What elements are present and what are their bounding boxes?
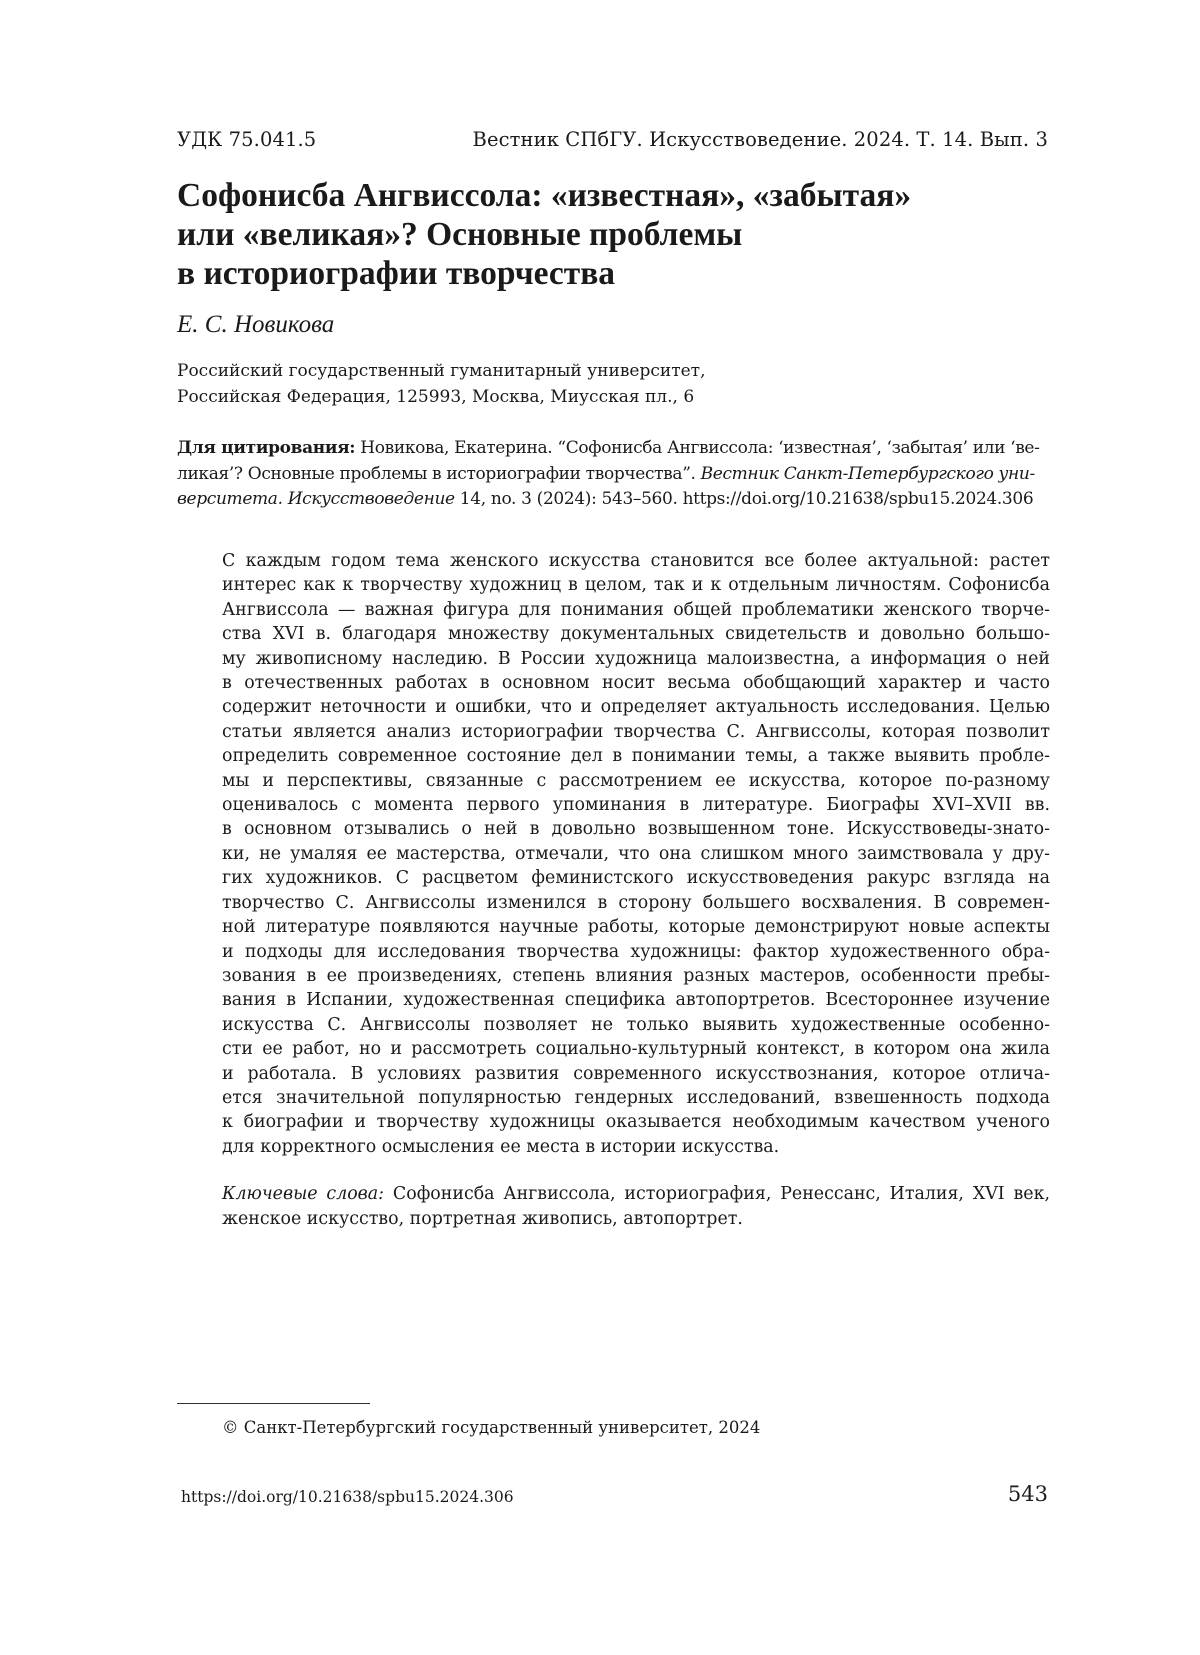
abstract-line: и работала. В условиях развития современного искусствознания, которое отлича- <box>222 1063 1050 1084</box>
citation-text: 14, no. 3 (2024): 543–560. https://doi.org/10.21638/spbu15.2024.306 <box>454 489 1034 509</box>
article-title <box>177 176 977 293</box>
abstract-line: ется значительной популярностью гендерных исследований, взвешенность подхода <box>222 1087 1050 1108</box>
citation-journal: Вестник Санкт-Петербургского уни- <box>700 463 1035 484</box>
keywords-text: женское искусство, портретная живопись, автопортрет. <box>222 1209 743 1229</box>
abstract-line: С каждым годом тема женского искусства становится все более актуальной: растет <box>222 551 1050 571</box>
abstract-line: творчество С. Ангвиссолы изменился в сторону большего восхваления. В современ- <box>222 892 1050 913</box>
keywords-text: Софонисба Ангвиссола, историография, Ренессанс, Италия, XVI век, <box>384 1184 1050 1204</box>
citation-block <box>177 436 1047 513</box>
abstract-line: для корректного осмысления ее места в истории искусства. <box>222 1136 780 1157</box>
citation-label: Для цитирования: <box>177 438 356 458</box>
abstract-line: му живописному наследию. В России художница малоизвестна, а информация о ней <box>222 648 1050 669</box>
citation-journal: верситета. Искусствоведение <box>177 489 455 509</box>
abstract-line: искусства С. Ангвиссолы позволяет не только выявить художественные особенно- <box>222 1014 1050 1035</box>
abstract-line: статьи является анализ историографии творчества С. Ангвиссолы, которая позволит <box>222 721 1050 742</box>
abstract-line: гих художников. С расцветом феминистского искусствоведения ракурс взгляда на <box>222 868 1050 889</box>
doi-link[interactable]: https://doi.org/10.21638/spbu15.2024.306 <box>181 1488 514 1506</box>
abstract-line: Ангвиссола — важная фигура для понимания общей проблематики женского творче- <box>222 599 1050 620</box>
affiliation-line: Российская Федерация, 125993, Москва, Миусская пл., 6 <box>177 387 695 407</box>
citation-text: ликая’? Основные проблемы в историографии творчества”. <box>177 463 701 484</box>
keywords <box>222 1182 1050 1232</box>
title-line: Софонисба Ангвиссола: «известная», «забытая» <box>177 177 912 214</box>
abstract-line: ства XVI в. благодаря множеству документальных свидетельств и довольно большо- <box>222 624 1050 645</box>
abstract-line: содержит неточности и ошибки, что и определяет актуальность исследования. Целью <box>222 697 1050 718</box>
citation-text: Новикова, Екатерина. “Софонисба Ангвиссола: ‘известная’, ‘забытая’ или ‘ве- <box>355 438 1040 458</box>
abstract-line: определить современное состояние дел в понимании темы, а также выявить пробле- <box>222 746 1050 767</box>
keywords-label: Ключевые слова: <box>222 1184 385 1204</box>
abstract-line: мы и перспективы, связанные с рассмотрением ее искусства, которое по-разному <box>222 770 1050 791</box>
abstract-line: в основном отзывались о ней в довольно возвышенном тоне. Искусствоведы-знато- <box>222 819 1050 840</box>
udc-code: УДК 75.041.5 <box>177 128 317 151</box>
abstract-line: оценивалось с момента первого упоминания в литературе. Биографы XVI–XVII вв. <box>222 795 1050 816</box>
abstract-line: ки, не умаляя ее мастерства, отмечали, что она слишком много заимствовала у дру- <box>222 843 1050 864</box>
abstract-line: ной литературе появляются научные работы, которые демонстрируют новые аспекты <box>222 917 1050 938</box>
abstract-line: в отечественных работах в основном носит весьма обобщающий характер и часто <box>222 673 1050 694</box>
page-number: 543 <box>1007 1482 1048 1506</box>
title-line: в историографии творчества <box>177 255 616 292</box>
journal-header: Вестник СПбГУ. Искусствоведение. 2024. Т. 14. Вып. 3 <box>472 128 1048 151</box>
affiliation-line: Российский государственный гуманитарный университет, <box>177 361 706 381</box>
abstract-line: сти ее работ, но и рассмотреть социально-культурный контекст, в котором она жила <box>222 1039 1050 1060</box>
abstract-line: зования в ее произведениях, степень влияния разных мастеров, особенности пребы- <box>222 965 1050 986</box>
copyright-notice: © Санкт-Петербургский государственный университет, 2024 <box>222 1418 761 1437</box>
affiliation <box>177 358 705 410</box>
abstract-line: к биографии и творчеству художницы оказывается необходимым качеством ученого <box>222 1112 1050 1133</box>
author-name: Е. С. Новикова <box>177 311 335 338</box>
abstract-line: вания в Испании, художественная специфика автопортретов. Всестороннее изучение <box>222 990 1050 1011</box>
abstract-line: интерес как к творчеству художниц в целом, так и к отдельным личностям. Софонисба <box>222 575 1050 596</box>
footnote-divider <box>177 1403 370 1404</box>
abstract <box>222 549 1050 1159</box>
abstract-line: и подходы для исследования творчества художницы: фактор художественного обра- <box>222 941 1050 962</box>
title-line: или «великая»? Основные проблемы <box>177 216 743 253</box>
